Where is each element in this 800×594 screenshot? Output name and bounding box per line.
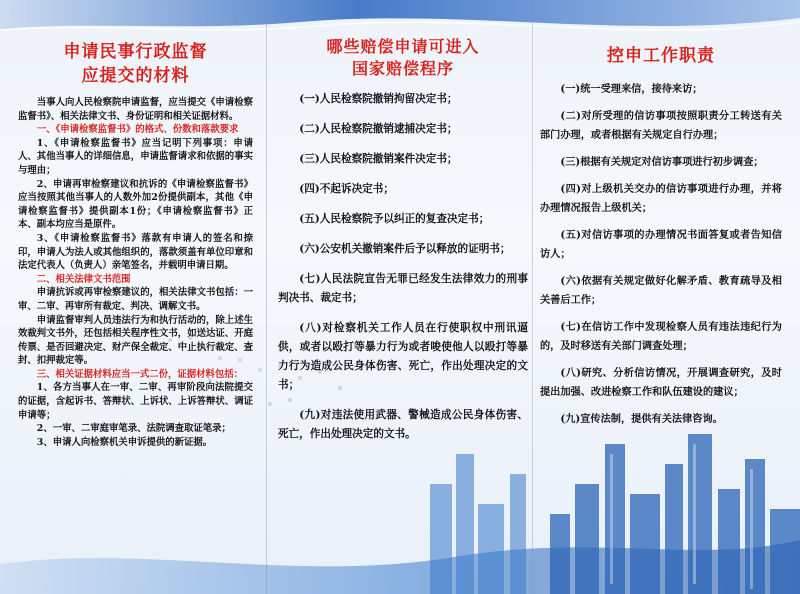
panel-materials-title <box>18 40 253 88</box>
section-3-item-1: 1、各方当事人在一审、二审、再审阶段向法院提交的证据，含起诉书、答辩状、上诉状、上诉答辩状、调证申请等； <box>18 382 253 421</box>
list-item: (二)对所受理的信访事项按照职责分工转送有关部门办理，或者根据有关规定自行办理； <box>540 110 782 141</box>
list-item: (七)人民法院宣告无罪已经发生法律效力的刑事判决书、裁定书； <box>278 273 528 304</box>
section-3-item-3: 3、申请人向检察机关申诉提供的新证据。 <box>36 436 213 448</box>
section-1-heading: 一、《申请检察监督书》的格式、份数和落款要求 <box>36 124 239 136</box>
intro-paragraph: 当事人向人民检察院申请监督，应当提交《申请检察监督书》、相关法律文书、身份证明和相关证据材料。 <box>18 97 253 122</box>
panel-duties-title: 控申工作职责 <box>607 46 715 66</box>
panel-compensation <box>278 0 528 594</box>
panel-duties <box>540 0 782 594</box>
panel-materials <box>18 0 253 594</box>
list-item: (二)人民检察院撤销逮捕决定书； <box>299 123 458 135</box>
list-item: (一)统一受理来信，接待来访； <box>560 83 703 95</box>
list-item: (六)依据有关规定做好化解矛盾、教育疏导及相关善后工作； <box>540 275 782 306</box>
section-2-para-1: 申请抗诉或再审检察建议的，相关法律文书包括：一审、二审、再审所有裁定、判决、调解文书。 <box>18 287 253 312</box>
list-item: (五)对信访事项的办理情况书面答复或者告知信访人； <box>540 229 782 260</box>
fold-line-right <box>532 0 533 594</box>
section-1-item-1: 1、《申请检察监督书》应当记明下列事项：申请人、其他当事人的详细信息，申请监督请求和依据的事实与理由； <box>18 137 253 176</box>
section-2-heading: 二、相关法律文书范围 <box>36 273 131 285</box>
panel-compensation-title <box>278 36 528 80</box>
list-item: (九)对违法使用武器、警械造成公民身体伤害、死亡，作出处理决定的文书。 <box>278 409 528 440</box>
title-line-2: 应提交的材料 <box>81 66 190 86</box>
list-item: (五)人民检察院予以纠正的复查决定书； <box>299 213 490 225</box>
title-line-2: 国家赔偿程序 <box>351 59 454 78</box>
duties-list <box>540 80 782 429</box>
section-1-item-2: 2、申请再审检察建议和抗诉的《申请检察监督书》应当按照其他当事人的人数外加2份提供副本，其他《申请检察监督书》提供副本1份；《申请检察监督书》正本、副本均应当是原件。 <box>18 178 253 231</box>
list-item: (八)研究、分析信访情况，开展调查研究，及时提出加强、改进检察工作和队伍建设的建议； <box>540 367 782 398</box>
list-item: (三)根据有关规定对信访事项进行初步调查； <box>560 156 764 168</box>
section-2-para-2: 申请监督审判人员违法行为和执行活动的，除上述生效裁判文书外，还包括相关程序性文书，如送达证、开庭传票、是否回避决定、财产保全裁定、中止执行裁定、查封、扣押裁定等。 <box>18 314 253 367</box>
section-3-heading: 三、相关证据材料应当一式二份，证据材料包括： <box>36 368 244 380</box>
list-item: (七)在信访工作中发现检察人员有违法违纪行为的，及时移送有关部门调查处理； <box>540 321 782 352</box>
fold-line-left <box>266 0 267 594</box>
list-item: (九)宣传法制，提供有关法律咨询。 <box>560 413 723 425</box>
list-item: (四)对上级机关交办的信访事项进行办理，并将办理情况报告上级机关； <box>540 183 782 214</box>
list-item: (一)人民检察院撤销拘留决定书； <box>299 93 458 105</box>
panel-materials-body <box>18 96 253 449</box>
list-item: (六)公安机关撤销案件后予以释放的证明书； <box>299 243 511 255</box>
list-item: (三)人民检察院撤销案件决定书； <box>299 153 458 165</box>
list-item: (四)不起诉决定书； <box>299 183 394 195</box>
title-line-1: 申请民事行政监督 <box>63 42 208 62</box>
section-3-item-2: 2、一审、二审庭审笔录、法院调查取证笔录； <box>36 423 231 435</box>
title-line-1: 哪些赔偿申请可进入 <box>326 37 480 56</box>
compensation-list <box>278 90 528 444</box>
list-item: (八)对检察机关工作人员在行使职权中刑讯逼供，或者以殴打等暴力行为或者唆使他人以殴打等暴力行为造成公民身体伤害、死亡，作出处理决定的文书； <box>278 322 528 391</box>
section-1-item-3: 3、《申请检察监督书》落款有申请人的签名和捺印，申请人为法人或其他组织的，落款须盖有单位印章和法定代表人（负责人）亲笔签名，并载明申请日期。 <box>18 232 253 272</box>
